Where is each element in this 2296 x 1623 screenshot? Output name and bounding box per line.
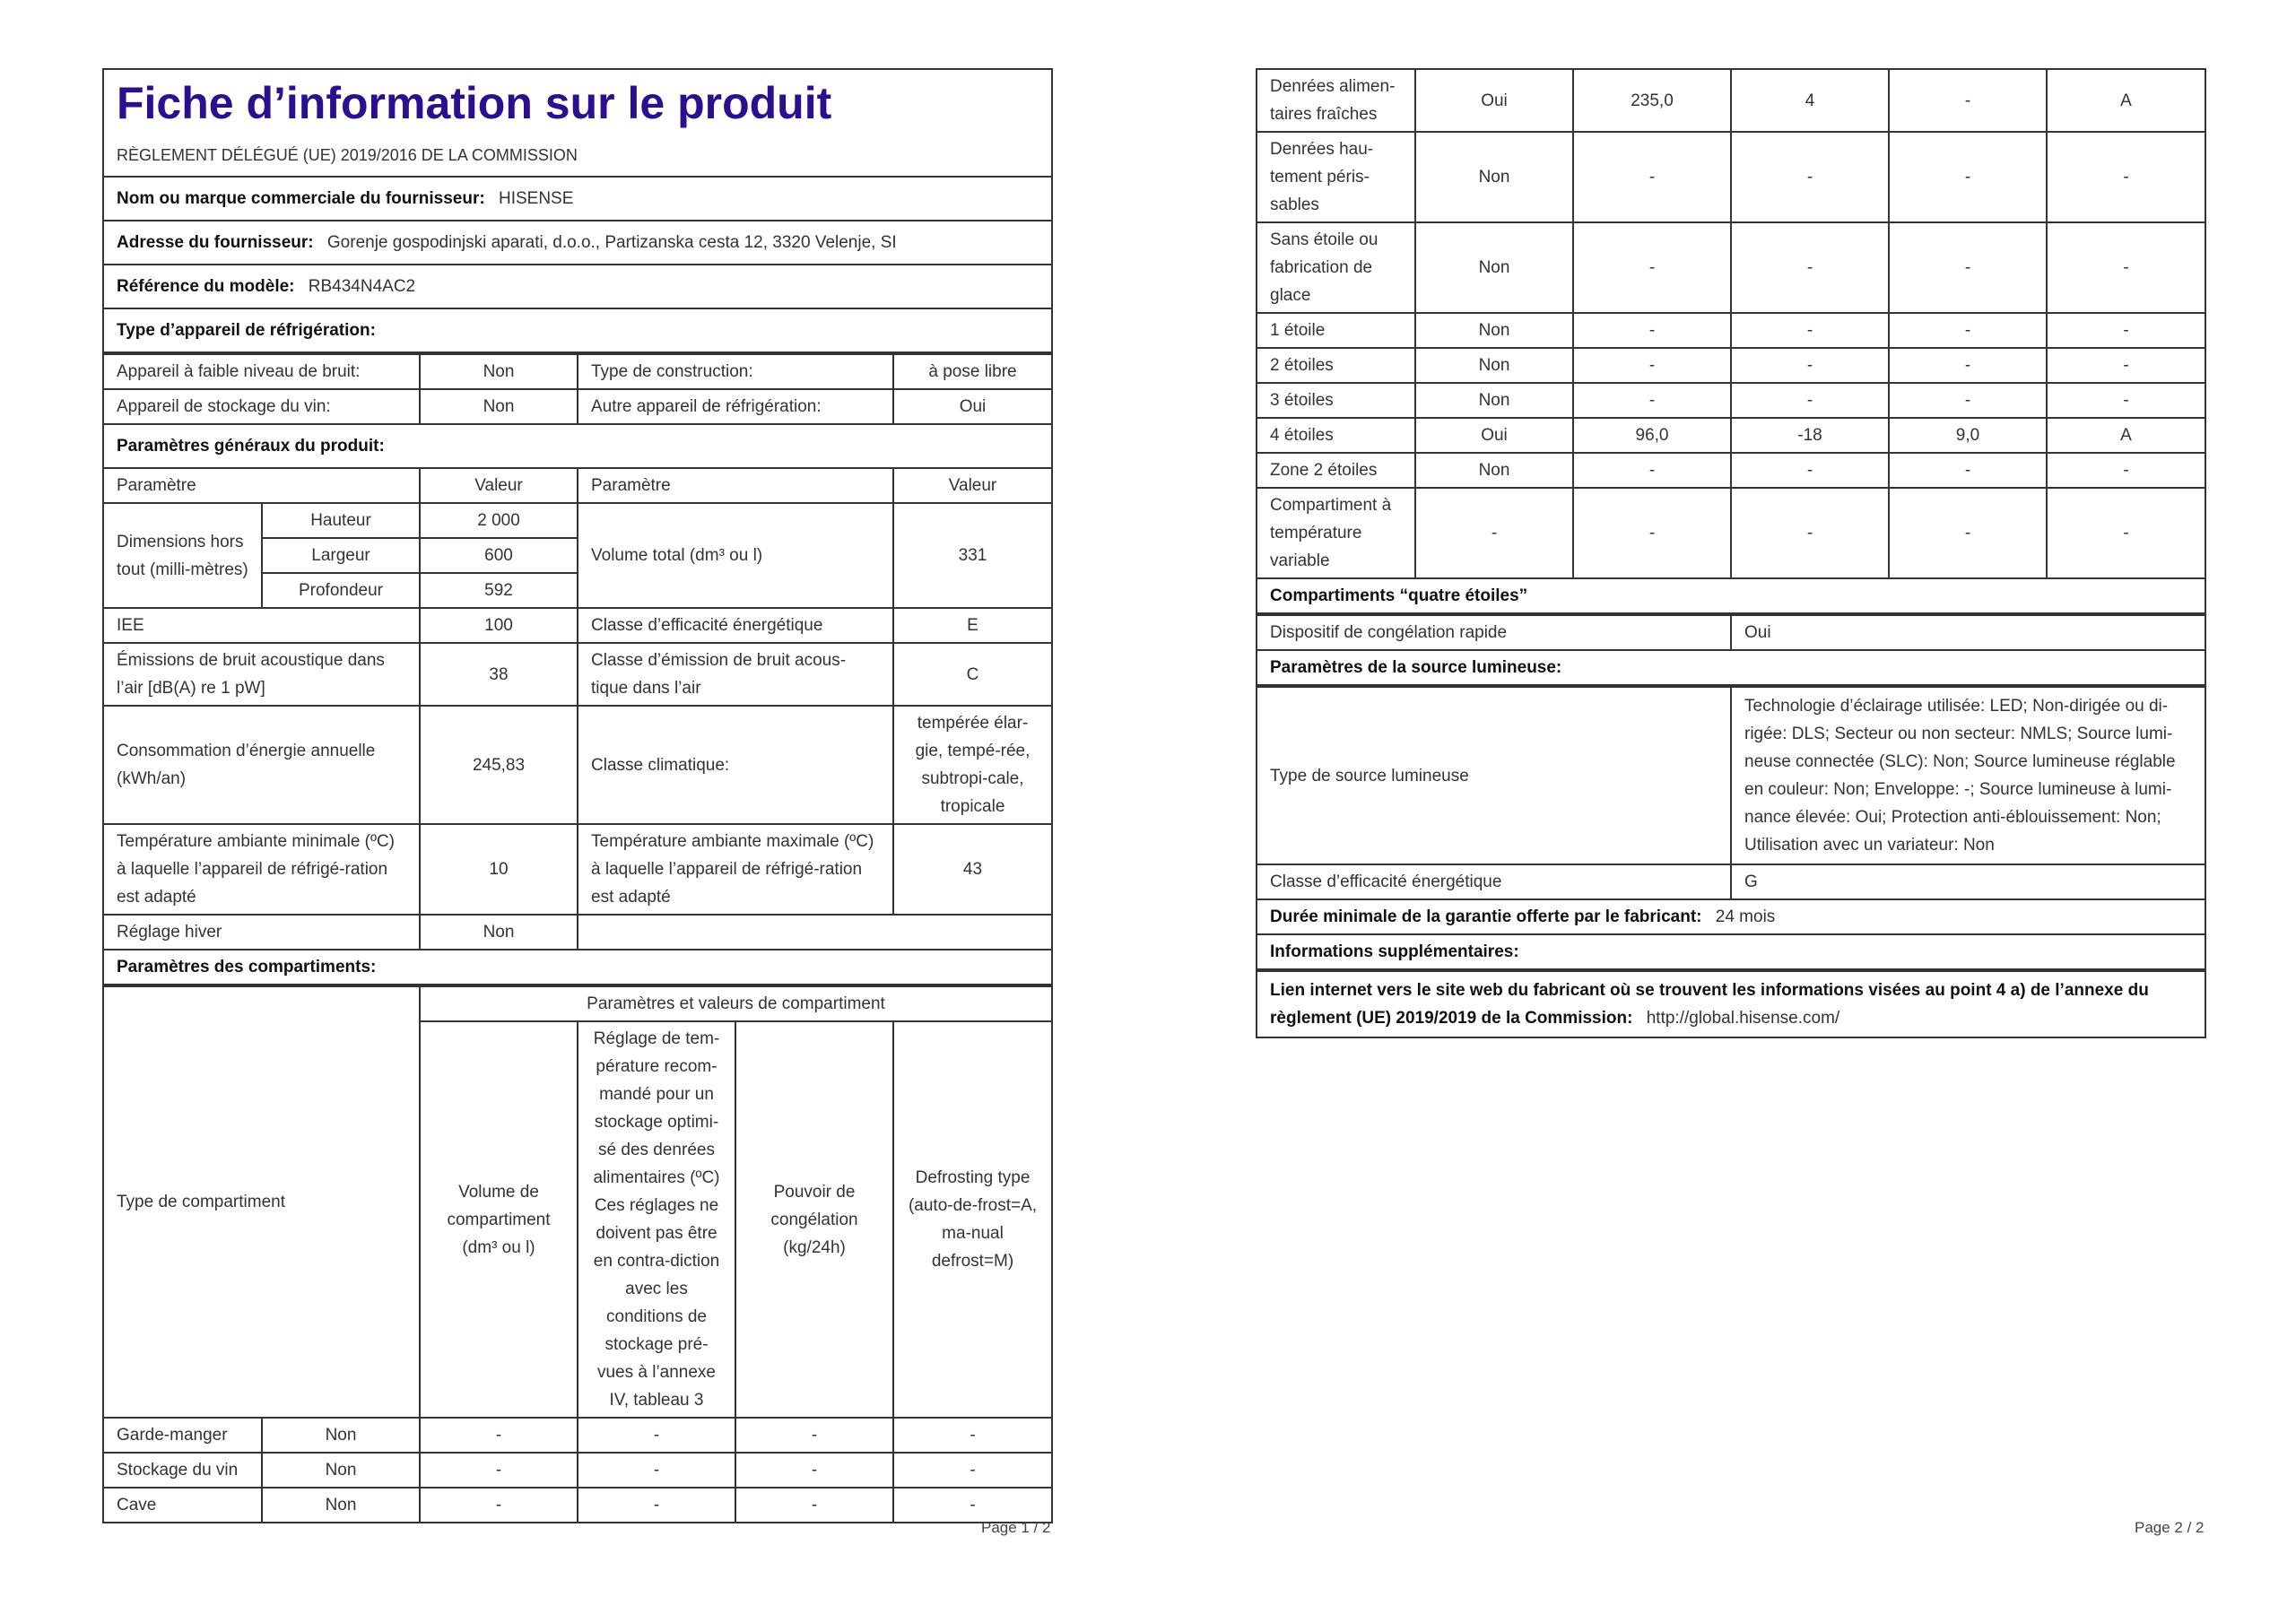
param-header-right: Paramètre bbox=[578, 468, 893, 503]
manufacturer-link-label: Lien internet vers le site web du fabricant où se trouvent les informations visées au point 4 a) de l’annexe du règlement (UE) 2019/2019 de la Commission: bbox=[1270, 981, 2149, 1028]
light-class-value: G bbox=[1731, 864, 2205, 899]
compartment-temp: - bbox=[1731, 453, 1889, 488]
energy-consumption-label: Consommation d’énergie annuelle (kWh/an) bbox=[103, 706, 420, 824]
fast-freeze-label: Dispositif de congélation rapide bbox=[1257, 615, 1731, 650]
page-title: Fiche d’information sur le produit bbox=[117, 78, 832, 128]
appliance-type-heading: Type d’appareil de réfrigération: bbox=[103, 308, 1052, 352]
low-noise-value: Non bbox=[420, 354, 578, 389]
compartment-present: Non bbox=[262, 1488, 420, 1523]
max-temp-value: 43 bbox=[893, 824, 1052, 915]
construction-label: Type de construction: bbox=[578, 354, 893, 389]
total-volume-value: 331 bbox=[893, 503, 1052, 608]
compartment-name: Compartiment à température variable bbox=[1257, 488, 1415, 578]
compartment-present: Non bbox=[262, 1418, 420, 1453]
width-value: 600 bbox=[420, 538, 578, 573]
fast-freeze-value: Oui bbox=[1731, 615, 2205, 650]
compartments-heading: Paramètres des compartiments: bbox=[103, 950, 1052, 985]
compartment-temp: - bbox=[1731, 132, 1889, 222]
warranty-label: Durée minimale de la garantie offerte par le fabricant: bbox=[1270, 907, 1702, 926]
dimensions-label: Dimensions hors tout (milli-mètres) bbox=[103, 503, 262, 608]
compartment-present: Oui bbox=[1415, 69, 1573, 132]
table-row bbox=[103, 1453, 1052, 1488]
winter-setting-label: Réglage hiver bbox=[103, 915, 420, 950]
compartment-defrost: - bbox=[2047, 313, 2205, 348]
table-row bbox=[1257, 313, 2205, 348]
energy-class-label: Classe d’efficacité énergétique bbox=[578, 608, 893, 643]
energy-consumption-value: 245,83 bbox=[420, 706, 578, 824]
compartment-name: 1 étoile bbox=[1257, 313, 1415, 348]
compartment-present: - bbox=[1415, 488, 1573, 578]
compartment-temp: - bbox=[1731, 348, 1889, 383]
table-row bbox=[1257, 132, 2205, 222]
compartment-name: Denrées alimen-taires fraîches bbox=[1257, 69, 1415, 132]
compartment-present: Non bbox=[1415, 132, 1573, 222]
other-appliance-label: Autre appareil de réfrigération: bbox=[578, 389, 893, 424]
compartment-temp: - bbox=[1731, 313, 1889, 348]
table-row bbox=[1257, 383, 2205, 418]
compartment-volume: - bbox=[1573, 383, 1731, 418]
warranty-row bbox=[1257, 899, 2205, 934]
compartment-name: Stockage du vin bbox=[103, 1453, 262, 1488]
compartment-present: Non bbox=[1415, 453, 1573, 488]
compartment-volume: - bbox=[1573, 132, 1731, 222]
noise-class-value: C bbox=[893, 643, 1052, 706]
model-value: RB434N4AC2 bbox=[308, 277, 416, 296]
manufacturer-link-row bbox=[1257, 971, 2205, 1037]
compartment-volume: - bbox=[420, 1453, 578, 1488]
four-star-heading: Compartiments “quatre étoiles” bbox=[1257, 578, 2205, 613]
compartment-temp: - bbox=[1731, 488, 1889, 578]
low-noise-label: Appareil à faible niveau de bruit: bbox=[103, 354, 420, 389]
compartment-volume: - bbox=[1573, 313, 1731, 348]
winter-setting-value: Non bbox=[420, 915, 578, 950]
energy-class-value: E bbox=[893, 608, 1052, 643]
compartment-temp-header: Réglage de tem-pérature recom-mandé pour un stockage optimi-sé des denrées alimentaires (ºC) Ces réglages ne doivent pas être en contra-diction avec les conditions de stockage pré-vues à l’annexe IV, tableau 3 bbox=[578, 1021, 735, 1418]
compartment-volume: 235,0 bbox=[1573, 69, 1731, 132]
noise-class-label: Classe d’émission de bruit acous-tique dans l’air bbox=[578, 643, 893, 706]
regulation-subtitle: RÈGLEMENT DÉLÉGUÉ (UE) 2019/2016 DE LA COMMISSION bbox=[117, 146, 578, 164]
manufacturer-link[interactable]: http://global.hisense.com/ bbox=[1646, 1009, 1840, 1028]
height-label: Hauteur bbox=[262, 503, 420, 538]
light-source-type-value: Technologie d’éclairage utilisée: LED; Non-dirigée ou di-rigée: DLS; Secteur ou non secteur: NMLS; Source lumi-neuse connectée (SLC): Non; Source lumineuse réglable en couleur: Non; Enveloppe: -; Source lumineuse à lumi-nance élevée: Oui; Protection anti-éblouissement: Non; Utilisation avec un variateur: Non bbox=[1731, 687, 2205, 864]
freezing-capacity-header: Pouvoir de congélation (kg/24h) bbox=[735, 1021, 893, 1418]
compartment-freeze: - bbox=[1889, 222, 2047, 313]
climate-class-label: Classe climatique: bbox=[578, 706, 893, 824]
compartment-freeze: 9,0 bbox=[1889, 418, 2047, 453]
max-temp-label: Température ambiante maximale (ºC) à laquelle l’appareil de réfrigé-ration est adapté bbox=[578, 824, 893, 915]
compartment-present: Non bbox=[1415, 222, 1573, 313]
compartment-defrost: - bbox=[893, 1453, 1052, 1488]
compartment-freeze: - bbox=[1889, 348, 2047, 383]
model-row bbox=[103, 265, 1052, 308]
compartment-present: Non bbox=[1415, 383, 1573, 418]
compartment-temp: - bbox=[578, 1418, 735, 1453]
compartment-present: Non bbox=[1415, 348, 1573, 383]
compartment-name: 3 étoiles bbox=[1257, 383, 1415, 418]
supplier-name-row bbox=[103, 177, 1052, 221]
noise-emission-label: Émissions de bruit acoustique dans l’air [dB(A) re 1 pW] bbox=[103, 643, 420, 706]
compartment-name: Sans étoile ou fabrication de glace bbox=[1257, 222, 1415, 313]
warranty-value: 24 mois bbox=[1715, 907, 1776, 926]
compartment-defrost: - bbox=[2047, 453, 2205, 488]
supplier-address-row bbox=[103, 221, 1052, 265]
min-temp-label: Température ambiante minimale (ºC) à laquelle l’appareil de réfrigé-ration est adapté bbox=[103, 824, 420, 915]
table-row bbox=[1257, 348, 2205, 383]
eei-label: IEE bbox=[103, 608, 420, 643]
compartment-freeze: - bbox=[1889, 313, 2047, 348]
table-row bbox=[1257, 418, 2205, 453]
climate-class-value: tempérée élar-gie, tempé-rée, subtropi-cale, tropicale bbox=[893, 706, 1052, 824]
value-header-left: Valeur bbox=[420, 468, 578, 503]
depth-label: Profondeur bbox=[262, 573, 420, 608]
compartment-name: Garde-manger bbox=[103, 1418, 262, 1453]
compartment-defrost: - bbox=[2047, 132, 2205, 222]
page-2 bbox=[1256, 68, 2205, 1038]
compartment-temp: 4 bbox=[1731, 69, 1889, 132]
compartment-defrost: A bbox=[2047, 418, 2205, 453]
empty-cell bbox=[578, 915, 1052, 950]
product-info-table-page-1 bbox=[102, 68, 1053, 1523]
compartment-temp: - bbox=[1731, 383, 1889, 418]
compartment-freeze: - bbox=[1889, 383, 2047, 418]
compartment-name: 2 étoiles bbox=[1257, 348, 1415, 383]
supplier-name-value: HISENSE bbox=[498, 189, 574, 208]
extra-info-heading: Informations supplémentaires: bbox=[1257, 934, 2205, 969]
table-row bbox=[1257, 222, 2205, 313]
compartment-temp: -18 bbox=[1731, 418, 1889, 453]
product-info-table-page-2 bbox=[1256, 68, 2206, 1038]
compartment-freeze: - bbox=[735, 1488, 893, 1523]
compartment-freeze: - bbox=[1889, 132, 2047, 222]
compartment-freeze: - bbox=[735, 1453, 893, 1488]
compartment-present: Non bbox=[1415, 313, 1573, 348]
compartment-present: Oui bbox=[1415, 418, 1573, 453]
compartment-params-heading: Paramètres et valeurs de compartiment bbox=[420, 986, 1052, 1021]
model-label: Référence du modèle: bbox=[117, 277, 295, 296]
compartment-freeze: - bbox=[1889, 453, 2047, 488]
compartment-name: 4 étoiles bbox=[1257, 418, 1415, 453]
compartment-type-label: Type de compartiment bbox=[103, 986, 420, 1418]
compartment-freeze: - bbox=[735, 1418, 893, 1453]
title-cell bbox=[103, 69, 1052, 177]
wine-storage-label: Appareil de stockage du vin: bbox=[103, 389, 420, 424]
height-value: 2 000 bbox=[420, 503, 578, 538]
compartment-name: Cave bbox=[103, 1488, 262, 1523]
eei-value: 100 bbox=[420, 608, 578, 643]
compartment-temp: - bbox=[1731, 222, 1889, 313]
supplier-name-label: Nom ou marque commerciale du fournisseur: bbox=[117, 189, 485, 208]
compartment-temp: - bbox=[578, 1453, 735, 1488]
compartment-defrost: - bbox=[2047, 383, 2205, 418]
compartment-freeze: - bbox=[1889, 69, 2047, 132]
width-label: Largeur bbox=[262, 538, 420, 573]
wine-storage-value: Non bbox=[420, 389, 578, 424]
table-row bbox=[103, 1488, 1052, 1523]
table-row bbox=[103, 1418, 1052, 1453]
compartment-volume-header: Volume de compartiment (dm³ ou l) bbox=[420, 1021, 578, 1418]
table-row bbox=[1257, 69, 2205, 132]
page-number-1: Page 1 / 2 bbox=[981, 1519, 1051, 1536]
compartment-defrost: - bbox=[893, 1488, 1052, 1523]
noise-emission-value: 38 bbox=[420, 643, 578, 706]
compartment-name: Denrées hau-tement péris-sables bbox=[1257, 132, 1415, 222]
page-number-2: Page 2 / 2 bbox=[2135, 1519, 2205, 1536]
compartment-defrost: - bbox=[2047, 488, 2205, 578]
light-source-type-label: Type de source lumineuse bbox=[1257, 687, 1731, 864]
table-row bbox=[1257, 488, 2205, 578]
value-header-right: Valeur bbox=[893, 468, 1052, 503]
compartment-volume: - bbox=[1573, 488, 1731, 578]
light-class-label: Classe d’efficacité énergétique bbox=[1257, 864, 1731, 899]
table-row bbox=[1257, 453, 2205, 488]
total-volume-label: Volume total (dm³ ou l) bbox=[578, 503, 893, 608]
compartment-volume: - bbox=[1573, 222, 1731, 313]
compartment-volume: - bbox=[420, 1418, 578, 1453]
compartment-defrost: - bbox=[2047, 222, 2205, 313]
compartment-volume: - bbox=[420, 1488, 578, 1523]
compartment-present: Non bbox=[262, 1453, 420, 1488]
compartment-volume: - bbox=[1573, 348, 1731, 383]
supplier-address-value: Gorenje gospodinjski aparati, d.o.o., Partizanska cesta 12, 3320 Velenje, SI bbox=[326, 233, 897, 252]
compartment-freeze: - bbox=[1889, 488, 2047, 578]
min-temp-value: 10 bbox=[420, 824, 578, 915]
compartment-defrost: - bbox=[2047, 348, 2205, 383]
compartment-name: Zone 2 étoiles bbox=[1257, 453, 1415, 488]
compartment-defrost: - bbox=[893, 1418, 1052, 1453]
supplier-address-label: Adresse du fournisseur: bbox=[117, 233, 314, 252]
compartment-volume: 96,0 bbox=[1573, 418, 1731, 453]
light-source-heading: Paramètres de la source lumineuse: bbox=[1257, 650, 2205, 685]
compartment-temp: - bbox=[578, 1488, 735, 1523]
param-header-left: Paramètre bbox=[103, 468, 420, 503]
page-1 bbox=[102, 68, 1051, 1523]
defrost-type-header: Defrosting type (auto-de-frost=A, ma-nual defrost=M) bbox=[893, 1021, 1052, 1418]
depth-value: 592 bbox=[420, 573, 578, 608]
construction-value: à pose libre bbox=[893, 354, 1052, 389]
other-appliance-value: Oui bbox=[893, 389, 1052, 424]
compartment-volume: - bbox=[1573, 453, 1731, 488]
compartment-defrost: A bbox=[2047, 69, 2205, 132]
general-params-heading: Paramètres généraux du produit: bbox=[103, 424, 1052, 468]
